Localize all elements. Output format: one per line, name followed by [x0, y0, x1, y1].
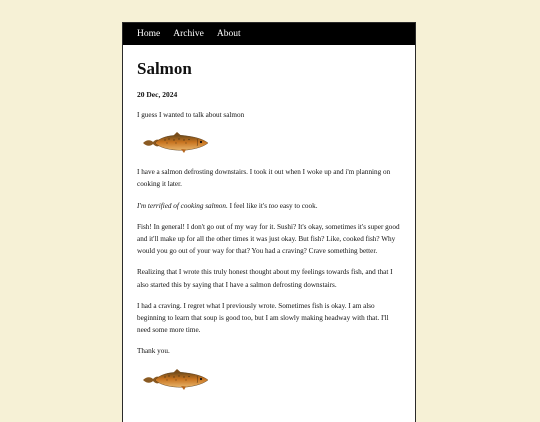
nav-about-link[interactable]: About: [216, 29, 241, 39]
post-paragraph-2-emphasis-2: too: [268, 201, 278, 210]
post-date: 20 Dec, 2024: [137, 90, 178, 99]
post-paragraph-2-text: I feel like it's: [227, 201, 269, 210]
post-paragraph-3: Fish! In general! I don't go out of my way for it. Sushi? It's okay, sometimes it's super good and it'll make up for all the other times it was just okay. But fish? Like, cooked fish? Why would you go out of your way for that? You had a craving? Crave something better.: [137, 222, 400, 256]
post-paragraph-6: Thank you.: [137, 347, 170, 356]
blog-page: [122, 22, 416, 422]
post-paragraph-5: I had a craving. I regret what I previously wrote. Sometimes fish is okay. I am also beginning to learn that soup is good too, but I am slowly making headway with that. I'll need some more time.: [137, 301, 389, 335]
top-nav: [123, 23, 415, 45]
salmon-image: [141, 130, 401, 156]
post-content: [123, 45, 415, 393]
post-paragraph-4: Realizing that I wrote this truly honest thought about my feelings towards fish, and that I also started this by saying that I have a salmon defrosting downstairs.: [137, 268, 393, 289]
post-paragraph-2: [137, 200, 401, 212]
post-paragraph-2-end: easy to cook.: [277, 201, 318, 210]
nav-home-link[interactable]: Home: [137, 29, 161, 39]
post-title: Salmon: [137, 59, 192, 78]
salmon-fish-icon: [141, 130, 211, 156]
post-intro: I guess I wanted to talk about salmon: [137, 111, 245, 119]
post-paragraph-2-emphasis: I'm terrified of cooking salmon.: [137, 201, 228, 210]
nav-archive-link[interactable]: Archive: [173, 29, 204, 39]
salmon-fish-icon: [141, 367, 211, 393]
salmon-image-2: [141, 367, 401, 393]
post-paragraph-1: I have a salmon defrosting downstairs. I took it out when I woke up and i'm planning on cooking it later.: [137, 168, 391, 189]
